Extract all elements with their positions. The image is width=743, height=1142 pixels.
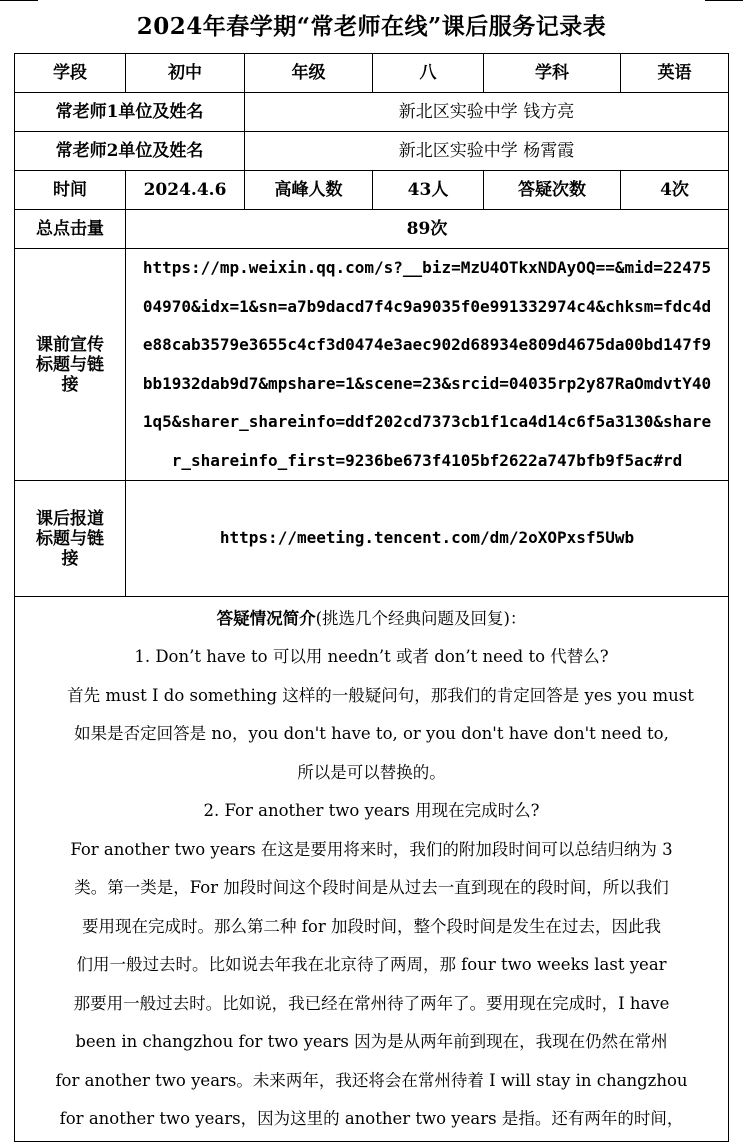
stage-label: 学段 — [15, 54, 126, 93]
top-left-mark — [0, 0, 38, 1]
time-value: 2024.4.6 — [126, 171, 245, 210]
promo-label-line: 接 — [61, 374, 79, 395]
top-right-mark — [705, 0, 743, 1]
qa-line: 类。第一类是，For 加段时间这个段时间是从过去一直到现在的段时间，所以我们 — [74, 878, 669, 897]
peak-value: 43人 — [373, 171, 484, 210]
report-label-line: 接 — [61, 548, 79, 569]
qa-count-label: 答疑次数 — [484, 171, 621, 210]
record-table — [14, 53, 729, 1142]
teacher-1-label: 常老师1单位及姓名 — [15, 93, 245, 132]
subject-label: 学科 — [484, 54, 621, 93]
page-title: 2024年春学期“常老师在线”课后服务记录表 — [136, 13, 607, 40]
report-label-line: 标题与链 — [36, 528, 104, 549]
promo-link-line: r_shareinfo_first=9236be673f4105bf2622a747bfb9f5ac#rd — [171, 450, 683, 470]
report-link-cell — [126, 481, 729, 597]
qa-line: 2. For another two years 用现在完成时么? — [203, 801, 540, 820]
clicks-value: 89次 — [126, 210, 729, 249]
promo-link-line: 04970&idx=1&sn=a7b9dacd7f4c9a9035f0e991332974c4&chksm=fdc4d — [142, 296, 712, 316]
grade-label: 年级 — [245, 54, 373, 93]
subject-value: 英语 — [621, 54, 729, 93]
promo-link-line: e88cab3579e3655c4cf3d0474e3aec902d68934e809d4675da00bd147f9 — [142, 335, 712, 354]
qa-line: 们用一般过去时。比如说去年我在北京待了两周，那 four two weeks last year — [76, 955, 667, 974]
promo-label-line: 标题与链 — [36, 354, 104, 375]
qa-heading — [15, 600, 728, 639]
promo-link-cell — [126, 249, 729, 481]
report-link[interactable]: https://meeting.tencent.com/dm/2oXOPxsf5Uwb — [219, 528, 635, 548]
qa-line: 要用现在完成时。那么第二种 for 加段时间，整个段时间是发生在过去，因此我 — [82, 916, 661, 936]
qa-line: For another two years 在这是要用将来时，我们的附加段时间可以总结归纳为 3 — [70, 839, 673, 859]
row-report — [15, 481, 729, 597]
teacher-1-value: 新北区实验中学 钱方亮 — [245, 93, 729, 132]
qa-line: 1. Don’t have to 可以用 needn’t 或者 don’t need to 代替么? — [134, 647, 609, 666]
stage-value: 初中 — [126, 54, 245, 93]
qa-line: 所以是可以替换的。 — [297, 762, 446, 782]
peak-label: 高峰人数 — [245, 171, 373, 210]
row-teacher-2 — [15, 132, 729, 171]
promo-label-line: 课前宣传 — [36, 334, 104, 355]
time-label: 时间 — [15, 171, 126, 210]
row-qa-summary — [15, 597, 729, 1142]
row-teacher-1 — [15, 93, 729, 132]
grade-value: 八 — [373, 54, 484, 93]
qa-heading-note: (挑选几个经典问题及回复)： — [315, 608, 527, 628]
promo-link-line: bb1932dab9d7&mpshare=1&scene=23&srcid=04035rp2y87RaOmdvtY40 — [142, 373, 712, 393]
promo-label — [15, 249, 126, 481]
promo-link-line: https://mp.weixin.qq.com/s?__biz=MzU4OTkxNDAyOQ==&mid=22475 — [142, 258, 712, 277]
row-clicks — [15, 210, 729, 249]
clicks-label: 总点击量 — [15, 210, 126, 249]
teacher-2-label: 常老师2单位及姓名 — [15, 132, 245, 171]
qa-line: for another two years，因为这里的 another two years 是指。还有两年的时间， — [59, 1109, 684, 1128]
report-label-line: 课后报道 — [36, 508, 104, 529]
promo-link[interactable] — [126, 249, 728, 480]
qa-heading-title: 答疑情况简介 — [216, 608, 316, 628]
qa-count-value: 4次 — [621, 171, 729, 210]
report-label — [15, 481, 126, 597]
qa-line: 首先 must I do something 这样的一般疑问句，那我们的肯定回答是 yes you must — [67, 685, 694, 705]
qa-line: 如果是否定回答是 no，you don't have to, or you don't have don't need to, — [74, 724, 669, 743]
promo-link-line: 1q5&sharer_shareinfo=ddf202cd7373cb1f1ca4d14c6f5a3130&share — [142, 412, 712, 431]
row-basic-info — [15, 54, 729, 93]
qa-summary-cell — [15, 597, 729, 1142]
row-stats — [15, 171, 729, 210]
qa-line: been in changzhou for two years 因为是从两年前到现在，我现在仍然在常州 — [75, 1032, 668, 1051]
row-promo — [15, 249, 729, 481]
qa-line: 那要用一般过去时。比如说，我已经在常州待了两年了。要用现在完成时，I have — [73, 993, 670, 1013]
qa-line: for another two years。未来两年，我还将会在常州待着 I will stay in changzhou — [55, 1070, 688, 1090]
teacher-2-value: 新北区实验中学 杨霄霞 — [245, 132, 729, 171]
